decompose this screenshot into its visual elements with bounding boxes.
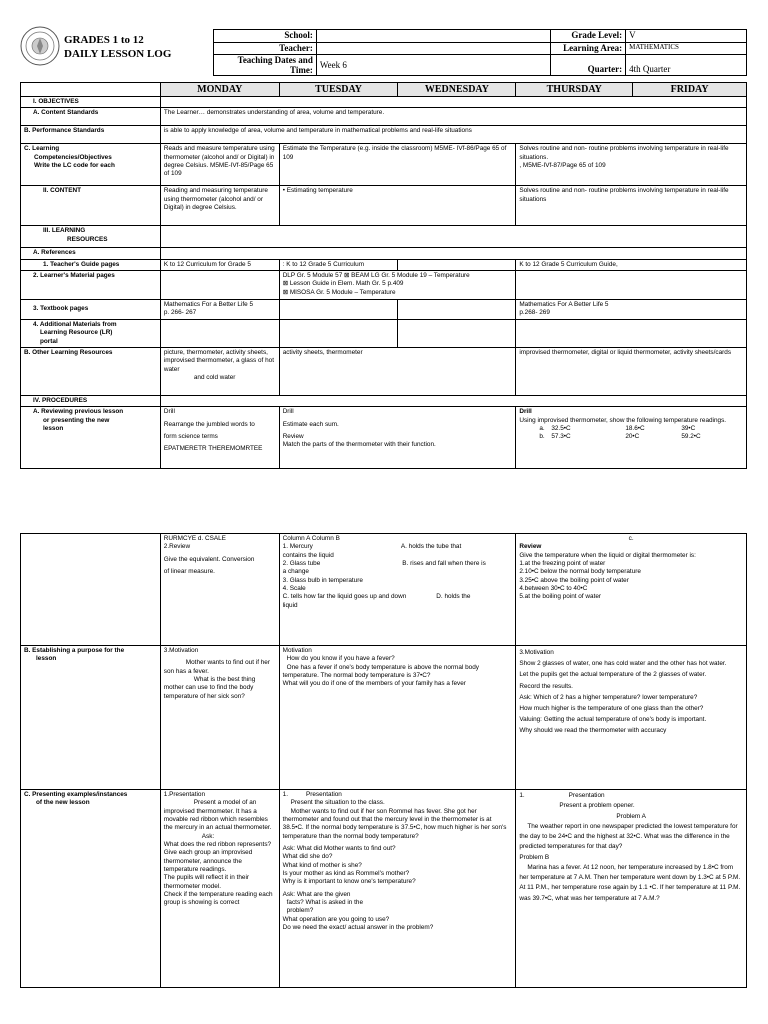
learning-area-field[interactable]: MATHEMATICS: [626, 42, 747, 55]
learning-area-label: Learning Area:: [551, 42, 626, 55]
content-standards-value: The Learner… demonstrates understanding of area, volume and temperature.: [160, 108, 746, 126]
quarter-field[interactable]: 4th Quarter: [626, 55, 747, 76]
header-info-table: [213, 29, 747, 76]
purpose-tuesday: Motivation How do you know if you have a fever? One has a fever if one's body temperature is above the normal body temperature. The normal body temperature is 37•C? What will you do if one of the members of your family has a fever: [279, 646, 516, 790]
textbook-monday: Mathematics For a Better Life 5 p. 266- 267: [160, 299, 279, 319]
document-title: [64, 33, 171, 61]
review-monday: Drill Rearrange the jumbled words to form science terms EPATMERETR THEREMOMRTEE: [160, 407, 279, 469]
lesson-table-page-2: [20, 533, 747, 988]
learners-material-label: 2. Learner's Material pages: [21, 270, 161, 299]
resources-label: III. LEARNING RESOURCES: [21, 226, 161, 248]
dates-label: Teaching Dates and Time:: [214, 55, 317, 76]
other-resources-monday: picture, thermometer, activity sheets, improvised thermometer, a glass of hot water and cold water: [160, 347, 279, 395]
page-1: [0, 0, 768, 470]
lesson-table-page-1: [20, 82, 747, 469]
textbook-thursday: Mathematics For A Better Life 5 p.268- 269: [516, 299, 747, 319]
review-monday-continued: RURMCYE d. CSALE 2.Review Give the equivalent. Conversion of linear measure.: [160, 534, 279, 646]
competencies-monday: Reads and measure temperature using thermometer (alcohol and/ or Digital) in degree Celsius. M5ME-IVf-85/Page 65 of 109: [160, 144, 279, 186]
presenting-tuesday: 1. Presentation Present the situation to the class. Mother wants to find out if her son Rommel has fever. She got her thermometer and found out that the mercury level in the thermometer is at 38.5•C. If the normal body temperature is 37.5•C, how much higher is her son's temperature than the normal body temperature? Ask: What did Mother wants to find out? What did she do? What kind of mother is she? Is your mother as kind as Rommel's mother? Why is it important to know one's temperature? Ask: What are the given facts? What is asked in the problem? What operation are you going to use? Do we need the exact/ actual answer in the problem?: [279, 790, 516, 988]
review-tuesday: Drill Estimate each sum. Review Match the parts of the thermometer with their function.: [279, 407, 516, 469]
teachers-guide-monday: K to 12 Curriculum for Grade 5: [160, 259, 279, 270]
day-friday: FRIDAY: [633, 83, 747, 97]
day-wednesday: WEDNESDAY: [398, 83, 516, 97]
presenting-monday: 1.Presentation Present a model of an improvised thermometer. It has a movable red ribbon which resembles the mercury in an actual thermometer. Ask: What does the red ribbon represents? Give each group an improvised thermometer, announce the temperature readings. The pupils will reflect it in their thermometer model. Check if the temperature reading each group is showing is correct: [160, 790, 279, 988]
competencies-thursday: Solves routine and non- routine problems involving temperature in real-life situations. , M5ME-IVf-87/Page 65 of 109: [516, 144, 747, 186]
purpose-label: B. Establishing a purpose for the lesson: [21, 646, 161, 790]
objectives-heading: I. OBJECTIVES: [21, 97, 161, 108]
teacher-label: Teacher:: [214, 42, 317, 55]
teachers-guide-label: 1. Teacher's Guide pages: [21, 259, 161, 270]
content-label: II. CONTENT: [21, 186, 161, 226]
textbook-label: 3. Textbook pages: [21, 299, 161, 319]
purpose-thursday: 3.Motivation Show 2 glasses of water, one has cold water and the other has hot water. Let the pupils get the actual temperature of the 2 glasses of water. Record the results. Ask: Which of 2 has a higher temperature? lower temperature? How much higher is the temperature of one glass than the other? Valuing: Getting the actual temperature of one's body is important. Why should we read the thermometer with accuracy: [516, 646, 747, 790]
other-resources-label: B. Other Learning Resources: [21, 347, 161, 395]
competencies-tuesday: Estimate the Temperature (e.g. inside the classroom) M5ME- IVf-86/Page 65 of 109: [279, 144, 516, 186]
teachers-guide-tuesday: : K to 12 Grade 5 Curriculum: [279, 259, 398, 270]
review-label: A. Reviewing previous lesson or presenting the new lesson: [21, 407, 161, 469]
dll-title: DAILY LESSON LOG: [64, 48, 172, 60]
learners-material-tuesday: DLP Gr. 5 Module 57 ⊠ BEAM LG Gr. 5 Module 19 – Temperature ⊠ Lesson Guide in Elem. Math Gr. 5 p.409 ⊠ MISOSA Gr. 5 Module – Temperature: [279, 270, 516, 299]
content-monday: Reading and measuring temperature using thermometer (alcohol and/ or Digital) in degree Celsius.: [160, 186, 279, 226]
performance-standards-label: B. Performance Standards: [21, 126, 161, 144]
references-label: A. References: [21, 248, 161, 259]
grades-title: GRADES 1 to 12: [64, 34, 144, 46]
grade-level-label: Grade Level:: [551, 30, 626, 43]
content-tuesday: • Estimating temperature: [279, 186, 516, 226]
teachers-guide-thursday: K to 12 Grade 5 Curriculum Guide,: [516, 259, 747, 270]
page-2: [0, 470, 768, 1024]
dates-field[interactable]: Week 6: [316, 55, 550, 76]
competencies-label: C. Learning Competencies/Objectives Write the LC code for each: [21, 144, 161, 186]
content-thursday: Solves routine and non- routine problems involving temperature in real-life situations: [516, 186, 747, 226]
review-thursday-continued: c. Review Give the temperature when the liquid or digital thermometer is: 1.at the freezing point of water 2.10•C below the normal body temperature 3.25•C above the boiling point of water 4.between 30•C to 40•C 5.at the boiling point of water: [516, 534, 747, 646]
teacher-field[interactable]: [316, 42, 550, 55]
school-field[interactable]: [316, 30, 550, 43]
day-thursday: THURSDAY: [516, 83, 633, 97]
corner-cell: [21, 83, 161, 97]
purpose-monday: 3.Motivation Mother wants to find out if her son has a fever. What is the best thing mother can use to find the body temperature of her sick son?: [160, 646, 279, 790]
day-monday: MONDAY: [160, 83, 279, 97]
procedures-heading: IV. PROCEDURES: [21, 395, 161, 406]
presenting-label: C. Presenting examples/instances of the new lesson: [21, 790, 161, 988]
presenting-thursday: 1. Presentation Present a problem opener. Problem A The weather report in one newspaper predicted the lowest temperature for the day to be 24•C and the highest at 32•C. What was the difference in the predicted temperatures for that day? Problem B Marina has a fever. At 12 noon, her temperature increased by 1.8•C from her temperature at 7 A.M. Then her temperature went down by 1.3•C at 5 P.M. At 11 P.M., her temperature rose again by 1.1 •C. If her temperature at 11 P.M. was 39.7•C, what was her temperature at 7 A.M.?: [516, 790, 747, 988]
review-tuesday-continued: Column A Column B 1. Mercury A. holds the tube that contains the liquid 2. Glass tube B. rises and fall when there is a change 3. Glass bulb in temperature 4. Scale C. tells how far the liquid goes up and down D. holds the liquid: [279, 534, 516, 646]
other-resources-tuesday: activity sheets, thermometer: [279, 347, 516, 395]
performance-standards-value: is able to apply knowledge of area, volume and temperature in mathematical problems and real-life situations: [160, 126, 746, 144]
day-tuesday: TUESDAY: [279, 83, 398, 97]
other-resources-thursday: improvised thermometer, digital or liquid thermometer, activity sheets/cards: [516, 347, 747, 395]
deped-seal-icon: [20, 26, 60, 66]
review-thursday: Drill Using improvised thermometer, show the following temperature readings. a. 32.5•C 18.6•C 39•C b. 57.3•C 20•C 59.2•C: [516, 407, 747, 469]
school-label: School:: [214, 30, 317, 43]
quarter-label: Quarter:: [551, 55, 626, 76]
additional-materials-label: 4. Additional Materials from Learning Resource (LR) portal: [21, 319, 161, 347]
grade-level-field[interactable]: V: [626, 30, 747, 43]
content-standards-label: A. Content Standards: [21, 108, 161, 126]
